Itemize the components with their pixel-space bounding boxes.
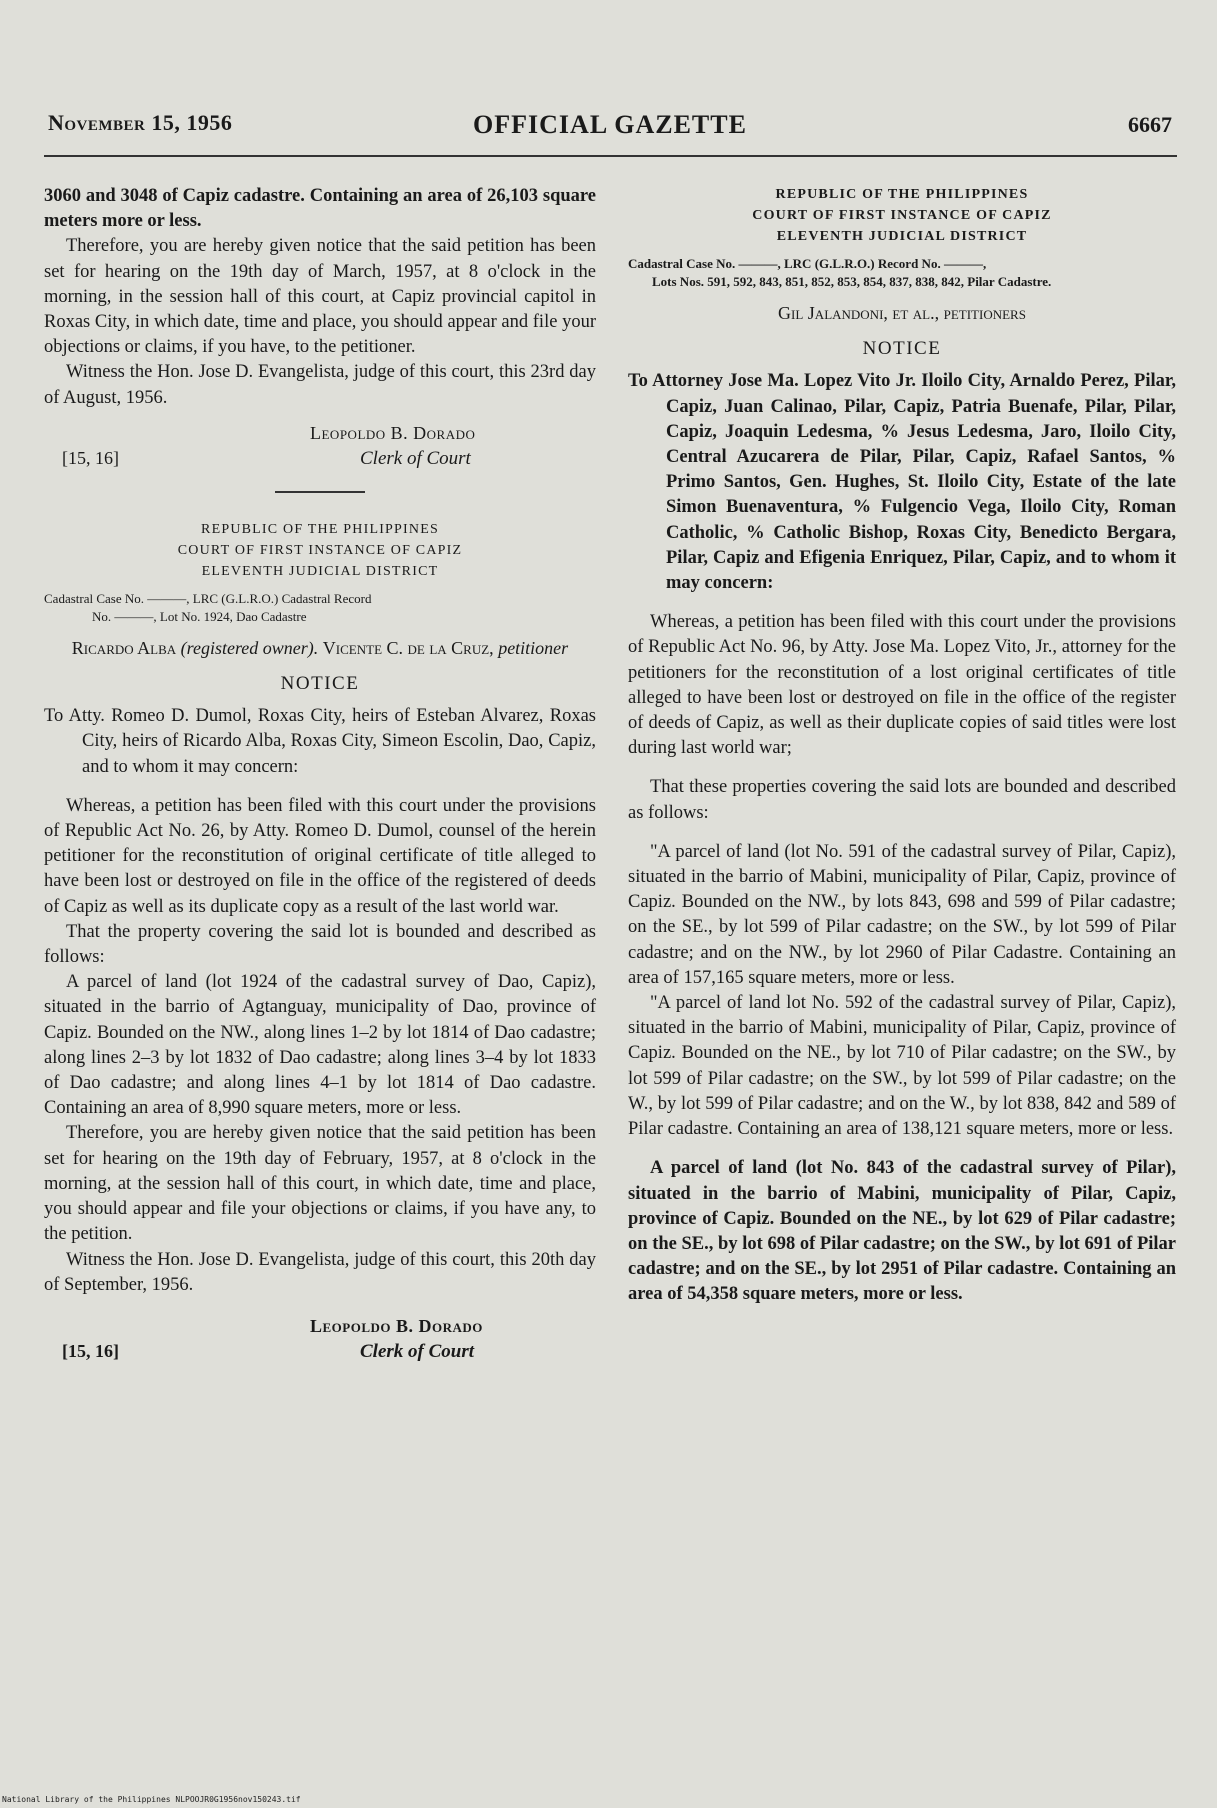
signature-block [44,421,596,473]
owner-role: (registered owner). [180,637,319,658]
continued-paragraph: 3060 and 3048 of Capiz cadastre. Containing an area of 26,103 square meters more or less. [44,186,596,232]
hearing-paragraph: Therefore, you are hereby given notice that the said petition has been set for hearing on the 19th day of March, 1957, at 8 o'clock in the morning, in the session hall of this court, at Capiz provincial capitol in Roxas City, in which date, time and place, you should appear and file your objections or claims, if you have, to the petitioner. [44,236,596,358]
addressees-r: To Attorney Jose Ma. Lopez Vito Jr. Iloilo City, Arnaldo Perez, Pilar, Capiz, Juan Calinao, Pilar, Capiz, Patria Buenafe, Pilar, Pilar, Capiz, Joaquin Ledesma, % Jesus Ledesma, Jaro, Iloilo City, Central Azucarera de Pilar, Pilar, Capiz, Rafael Santos, % Primo Santos, Gen. Hughes, St. Iloilo City, Estate of the late Simon Buenaventura, % Fulgencio Vega, Iloilo City, Roman Catholic, % Catholic Bishop, Roxas City, Benedicto Bergara, Pilar, Capiz and Efigenia Enriquez, Pilar, Capiz, and to whom it may concern: [628,371,1176,594]
property-paragraph-r: That these properties covering the said lots are bounded and described as follows: [628,777,1176,823]
court-heading-1: REPUBLIC OF THE PHILIPPINES [201,521,439,537]
court-heading-r1: REPUBLIC OF THE PHILIPPINES [775,187,1029,202]
parcel-591: "A parcel of land (lot No. 591 of the cadastral survey of Pilar, Capiz), situated in the barrio of Mabini, municipality of Pilar, Capiz, province of Capiz. Bounded on the NW., by lots 843, 698 and 599 of Pilar cadastre; on the SE., by lot 599 of Pilar cadastre; on the SW., by lot 599 of Pilar cadastre; and on the NW., by lot 2960 of Pilar Cadastre. Containing an area of 157,165 square meters, more or less. [628,841,1176,988]
parcel-843: A parcel of land (lot No. 843 of the cadastral survey of Pilar), situated in the barrio of Mabini, municipality of Pilar, Capiz, province of Capiz. Bounded on the NE., by lot 629 of Pilar cadastre; on the SE., by lot 698 of Pilar cadastre; on the SW., by lot 691 of Pilar cadastre; and on the SE., by lot 2951 of Pilar cadastre. Containing an area of 54,358 square meters, more or less. [628,1158,1176,1305]
clerk-title-2: Clerk of Court [360,1340,475,1362]
court-heading-r3: ELEVENTH JUDICIAL DISTRICT [776,229,1028,244]
running-head [48,106,1172,146]
signature-block-2 [44,1314,596,1366]
case-line-r1: Cadastral Case No. ———, LRC (G.L.R.O.) Record No. ———, [628,256,987,271]
property-paragraph: That the property covering the said lot is bounded and described as follows: [44,921,596,968]
whereas-paragraph: Whereas, a petition has been filed with this court under the provisions of Republic Act No. 26, by Atty. Romeo D. Dumol, counsel of the herein petitioner for the reconstitution of original certificate of title alleged to have been lost or destroyed on file in the office of the registered of deeds of Capiz as well as its duplicate copy as a result of the last world war. [44,795,596,917]
court-heading-3: ELEVENTH JUDICIAL DISTRICT [201,563,439,579]
notice-title: NOTICE [280,673,360,695]
hearing-paragraph-2: Therefore, you are hereby given notice that the said petition has been set for hearing on the 19th day of February, 1957, at 8 o'clock in the morning, at the session hall of this court, in which date, time and place, you should appear and file your objections or claims, if you have any, to the petition. [44,1123,596,1245]
court-heading-r2: COURT OF FIRST INSTANCE OF CAPIZ [752,208,1052,223]
clerk-title: Clerk of Court [360,447,471,469]
issue-date: November 15, 1956 [48,110,233,135]
case-number-r [628,255,1176,291]
case-line-2: No. ———, Lot No. 1924, Dao Cadastre [92,608,307,624]
clerk-name: Leopoldo B. Dorado [310,422,476,443]
case-number [44,590,596,626]
owner-name: Ricardo Alba [71,637,177,658]
right-column [628,184,1176,1308]
left-column [44,184,596,1366]
notice-title-r: NOTICE [862,338,942,360]
issue-reference: [15, 16] [62,447,119,468]
petitioner-role: petitioner [498,637,569,658]
addressees: To Atty. Romeo D. Dumol, Roxas City, heirs of Esteban Alvarez, Roxas City, heirs of Ricardo Alba, Roxas City, Simeon Escolin, Dao, Capiz, and to whom it may concern: [44,706,596,777]
parties-line [44,636,596,661]
petitioner-name: Vicente C. de la Cruz, [322,637,494,658]
header-rule [44,155,1177,157]
case-line-r2: Lots Nos. 591, 592, 843, 851, 852, 853, 854, 837, 838, 842, Pilar Cadastre. [652,274,1052,289]
whereas-paragraph-r: Whereas, a petition has been filed with this court under the provisions of Republic Act No. 96, by Atty. Jose Ma. Lopez Vito, Jr., attorney for the petitioners for the reconstitution of a lost original certificates of title alleged to have been lost or destroyed on file in the office of the register of deeds of Capiz, as well as their duplicate copies of said titles were lost during last world war; [628,612,1176,759]
court-heading-2: COURT OF FIRST INSTANCE OF CAPIZ [177,542,463,558]
clerk-name-2: Leopoldo B. Dorado [310,1315,483,1336]
parcel-592: "A parcel of land lot No. 592 of the cadastral survey of Pilar, Capiz), situated in the barrio of Mabini, municipality of Pilar, Capiz, province of Capiz. Bounded on the NE., by lot 710 of Pilar cadastre; on the SW., by lot 599 of Pilar cadastre; on the SW., by lot 599 of Pilar cadastre; on the W., by lot 599 of Pilar cadastre; and on the W., by lot 838, 842 and 589 of Pilar cadastre. Containing an area of 138,121 square meters, more or less. [628,993,1176,1140]
issue-reference-2: [15, 16] [62,1340,119,1361]
parcel-description: A parcel of land (lot 1924 of the cadastral survey of Dao, Capiz), situated in the barrio of Agtanguay, municipality of Dao, province of Capiz. Bounded on the NW., along lines 1–2 by lot 1814 of Dao cadastre; along lines 2–3 by lot 1832 of Dao cadastre; along lines 3–4 by lot 1833 of Dao cadastre; and along lines 4–1 by lot 1814 of Dao cadastre. Containing an area of 8,990 square meters, more or less. [44,972,596,1119]
scan-footer: National Library of the Philippines NLPOOJR0G1956nov150243.tif [2,1795,301,1804]
witness-paragraph: Witness the Hon. Jose D. Evangelista, judge of this court, this 23rd day of August, 1956. [44,362,596,408]
section-divider [275,491,365,493]
witness-paragraph-2: Witness the Hon. Jose D. Evangelista, judge of this court, this 20th day of September, 1956. [44,1249,596,1295]
parties-line-r: Gil Jalandoni, et al., petitioners [778,303,1026,323]
page-number: 6667 [1128,112,1172,137]
publication-title: OFFICIAL GAZETTE [473,110,747,139]
case-line-1: Cadastral Case No. ———, LRC (G.L.R.O.) Cadastral Record [44,590,372,606]
